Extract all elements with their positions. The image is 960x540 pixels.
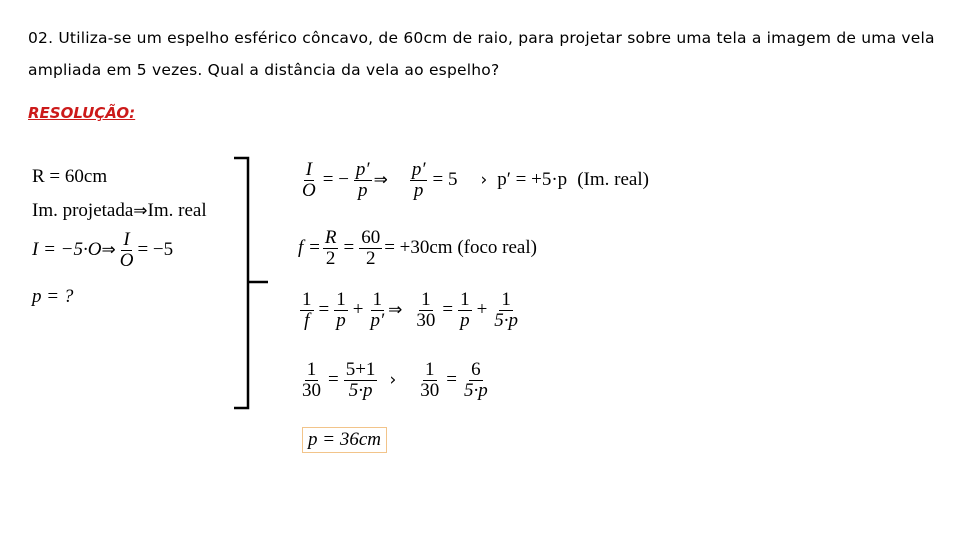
- numerator: 1: [372, 289, 383, 310]
- numerator: 1: [425, 359, 435, 380]
- operator: =: [328, 369, 339, 391]
- operator: =: [446, 369, 457, 391]
- implies-arrow-icon: ⇒: [373, 170, 388, 191]
- denominator: 2: [365, 247, 376, 269]
- given-radius: R = 60cm: [32, 166, 108, 187]
- question-text: 02. Utiliza-se um espelho esférico côncavo, de 60cm de raio, para projetar sobre uma tela a imagem de uma vela ampliada em 5 vezes. Qual a distância da vela ao espelho?: [28, 29, 935, 79]
- solution-line-4: [298, 360, 492, 401]
- operator: =: [318, 299, 330, 321]
- numerator: R: [324, 227, 337, 248]
- fraction: [458, 290, 472, 331]
- given-unknown: [32, 286, 73, 308]
- fraction: [354, 160, 372, 201]
- denominator: O: [119, 249, 134, 271]
- fraction: [300, 290, 314, 331]
- numerator: 1: [460, 289, 470, 310]
- fraction: [323, 228, 339, 269]
- numerator: p′: [355, 159, 370, 180]
- fraction: [118, 230, 136, 271]
- denominator: 30: [302, 379, 321, 401]
- given-projected: [32, 200, 207, 222]
- solution-line-2-result: = +30cm (foco real): [384, 237, 537, 259]
- denominator: p: [358, 179, 368, 201]
- final-answer: p = 36cm: [302, 427, 387, 453]
- denominator: p: [460, 309, 470, 331]
- fraction: [414, 290, 437, 331]
- given-ratio-rhs: = −5: [137, 239, 174, 261]
- resolution-label: RESOLUÇÃO:: [28, 104, 136, 122]
- denominator: p: [336, 309, 346, 331]
- solution-line-1: [298, 160, 649, 201]
- numerator: 1: [306, 359, 317, 380]
- fraction: [418, 360, 441, 401]
- fraction: [334, 290, 348, 331]
- numerator: 5+1: [345, 359, 376, 380]
- numerator: 1: [336, 289, 346, 310]
- numerator: p′: [411, 159, 426, 180]
- operator: = 5: [432, 169, 458, 191]
- operator: =: [343, 237, 355, 259]
- denominator: 5·p: [494, 309, 519, 331]
- given-projected-post: Im. real: [147, 200, 207, 221]
- fraction: [410, 160, 428, 201]
- operator: +: [476, 299, 488, 321]
- solution-line-2: [298, 228, 537, 269]
- denominator: 5·p: [348, 379, 373, 401]
- denominator: p′: [370, 309, 385, 331]
- denominator: 30: [416, 309, 436, 331]
- numerator: 1: [302, 289, 312, 310]
- fraction: [300, 360, 323, 401]
- denominator: 5·p: [463, 379, 488, 401]
- numerator: I: [123, 229, 130, 250]
- fraction: [344, 360, 378, 401]
- denominator: p: [413, 179, 424, 201]
- denominator: 30: [420, 379, 440, 401]
- denominator: f: [304, 309, 310, 331]
- bracket-connector: [232, 156, 272, 412]
- solution-line-1-note: (Im. real): [577, 169, 649, 191]
- denominator: 2: [325, 247, 336, 269]
- fraction: [492, 290, 520, 331]
- implies-arrow-icon: ⇒: [388, 300, 403, 321]
- numerator: 6: [471, 359, 481, 380]
- fraction: [300, 160, 318, 201]
- given-projected-pre: Im. projetada: [32, 200, 134, 221]
- given-ratio: [32, 230, 173, 271]
- operator: =: [442, 299, 454, 321]
- implies-arrow-icon: ⇒: [133, 201, 148, 221]
- numerator: 60: [361, 227, 381, 248]
- given-ratio-lhs: I = −5·O: [32, 239, 102, 261]
- fraction: [462, 360, 490, 401]
- solution-line-1-result: p′ = +5·p: [497, 169, 568, 191]
- denominator: O: [302, 179, 316, 201]
- fraction: [368, 290, 386, 331]
- unknown-label: p = ?: [32, 286, 74, 307]
- operator: +: [352, 299, 364, 321]
- then-arrow-icon: ›: [480, 170, 488, 191]
- numerator: 1: [421, 289, 431, 310]
- focus-lhs: f =: [298, 237, 321, 259]
- numerator: 1: [501, 289, 511, 310]
- fraction: [359, 228, 382, 269]
- then-arrow-icon: ›: [389, 370, 397, 391]
- numerator: I: [305, 159, 313, 180]
- solution-line-3: [298, 290, 522, 331]
- operator: = −: [322, 169, 349, 191]
- implies-arrow-icon: ⇒: [101, 240, 116, 261]
